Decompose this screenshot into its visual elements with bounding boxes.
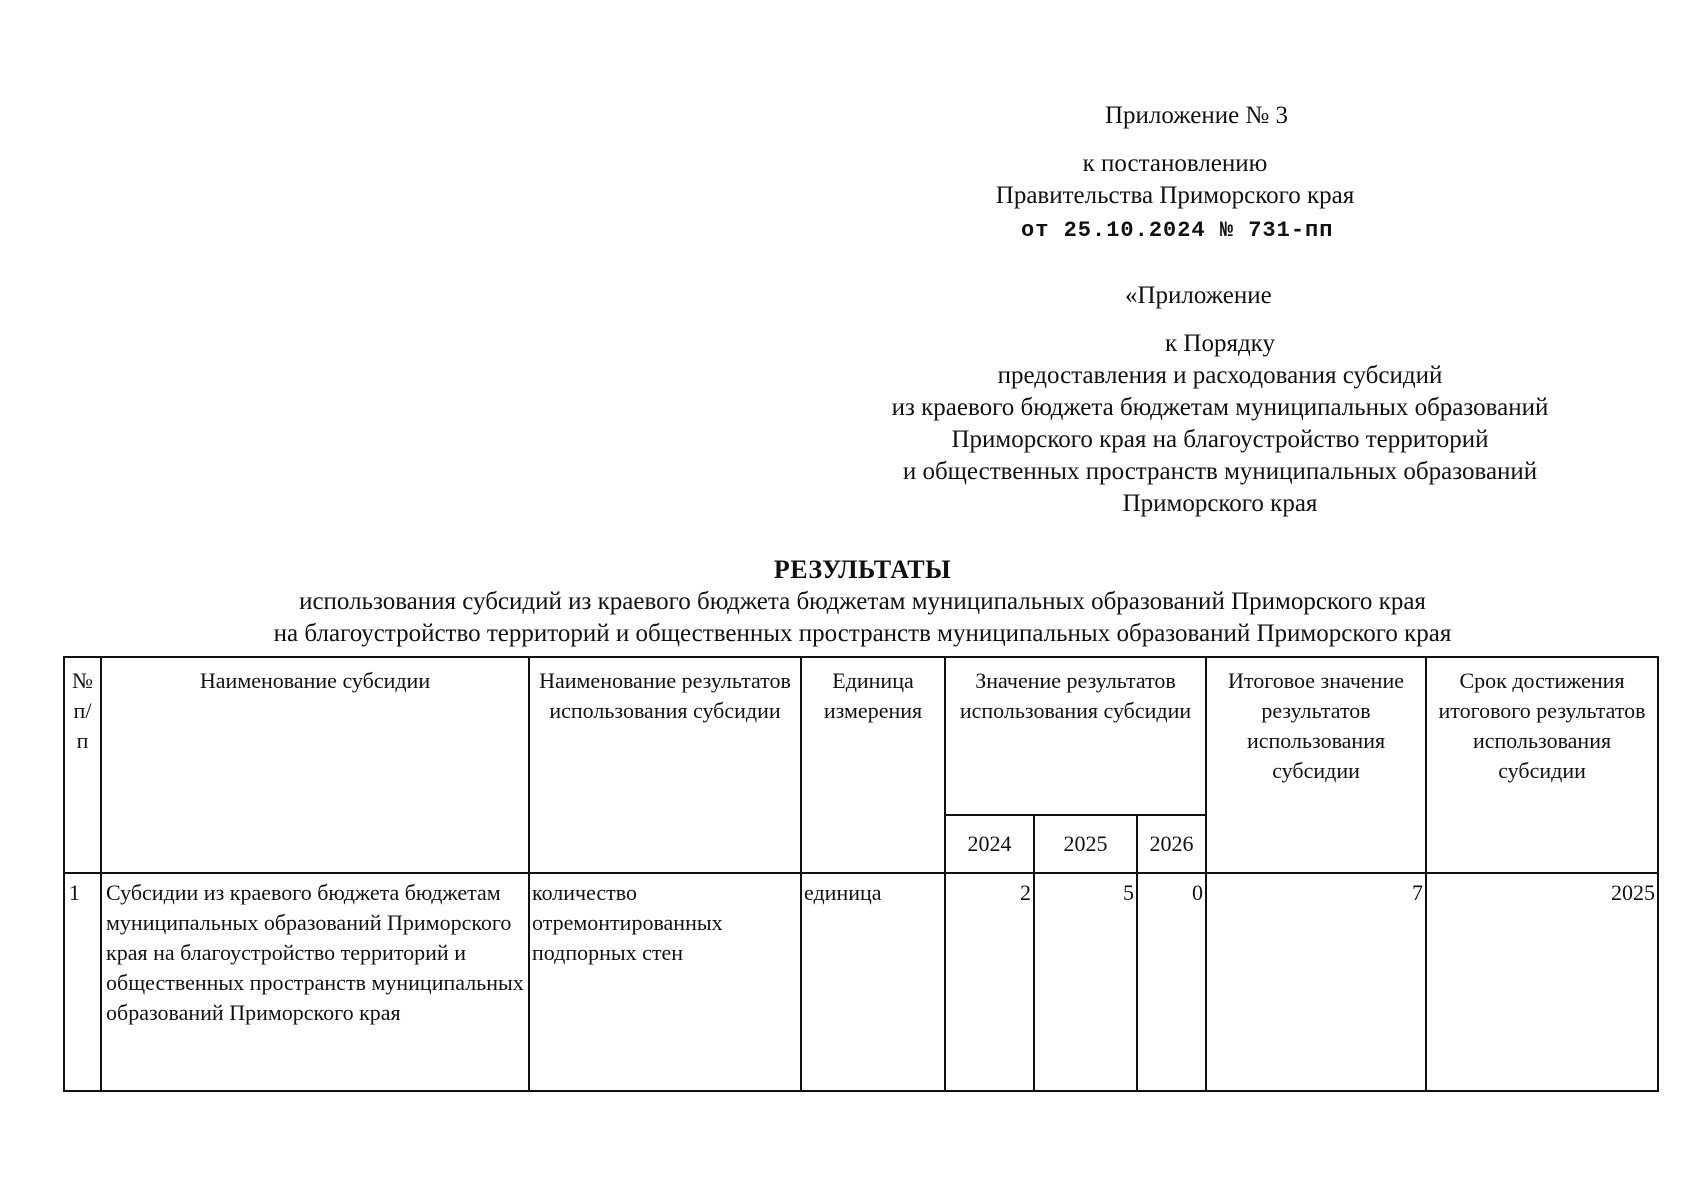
header-unit: Единица измерения	[801, 657, 945, 873]
resolution-line-1: к постановлению	[1082, 150, 1268, 177]
procedure-line-2: предоставления и расходования субсидий	[997, 362, 1443, 389]
header-final-value: Итоговое значение результатов использования субсидии	[1206, 657, 1426, 873]
procedure-reference	[770, 328, 1670, 520]
resolution-line-2: Правительства Приморского края	[995, 182, 1355, 209]
cell-value-2025: 5	[1034, 873, 1137, 1091]
procedure-line-4: Приморского края на благоустройство территорий	[951, 426, 1489, 453]
cell-value-2026: 0	[1137, 873, 1206, 1091]
table-row	[64, 873, 1658, 1091]
procedure-line-3: из краевого бюджета бюджетам муниципальных образований	[891, 394, 1549, 421]
cell-deadline: 2025	[1426, 873, 1658, 1091]
cell-unit: единица	[801, 873, 945, 1091]
header-values-group: Значение результатов использования субсидии	[945, 657, 1206, 815]
resolution-date-number: от 25.10.2024 № 731-пп	[1021, 218, 1334, 243]
header-results-name: Наименование результатов использования субсидии	[529, 657, 801, 873]
document-title: РЕЗУЛЬТАТЫ	[773, 555, 952, 584]
header-year-2024: 2024	[945, 815, 1034, 873]
header-deadline: Срок достижения итогового результатов использования субсидии	[1426, 657, 1658, 873]
document-subtitle-1: использования субсидий из краевого бюджета бюджетам муниципальных образований Приморского края	[299, 588, 1426, 615]
cell-results-name: количество отремонтированных подпорных стен	[529, 873, 801, 1091]
header-row-number: № п/ п	[64, 657, 101, 873]
procedure-line-1: к Порядку	[1165, 330, 1275, 357]
appendix-number: Приложение № 3	[1105, 102, 1289, 129]
cell-subsidy-name: Субсидии из краевого бюджета бюджетам муниципальных образований Приморского края на благоустройство территорий и общественных пространств муниципальных образований Приморского края	[101, 873, 529, 1091]
results-table	[63, 656, 1659, 1092]
cell-row-number: 1	[64, 873, 101, 1091]
procedure-line-5: и общественных пространств муниципальных образований	[902, 458, 1538, 485]
document-subtitle-2: на благоустройство территорий и общественных пространств муниципальных образований Приморского края	[273, 620, 1452, 647]
header-year-2025: 2025	[1034, 815, 1137, 873]
header-year-2026: 2026	[1137, 815, 1206, 873]
procedure-line-6: Приморского края	[1122, 490, 1318, 517]
cell-final-value: 7	[1206, 873, 1426, 1091]
appendix-label: «Приложение	[1125, 282, 1272, 309]
resolution-reference	[950, 148, 1400, 212]
header-subsidy-name: Наименование субсидии	[101, 657, 529, 873]
cell-value-2024: 2	[945, 873, 1034, 1091]
